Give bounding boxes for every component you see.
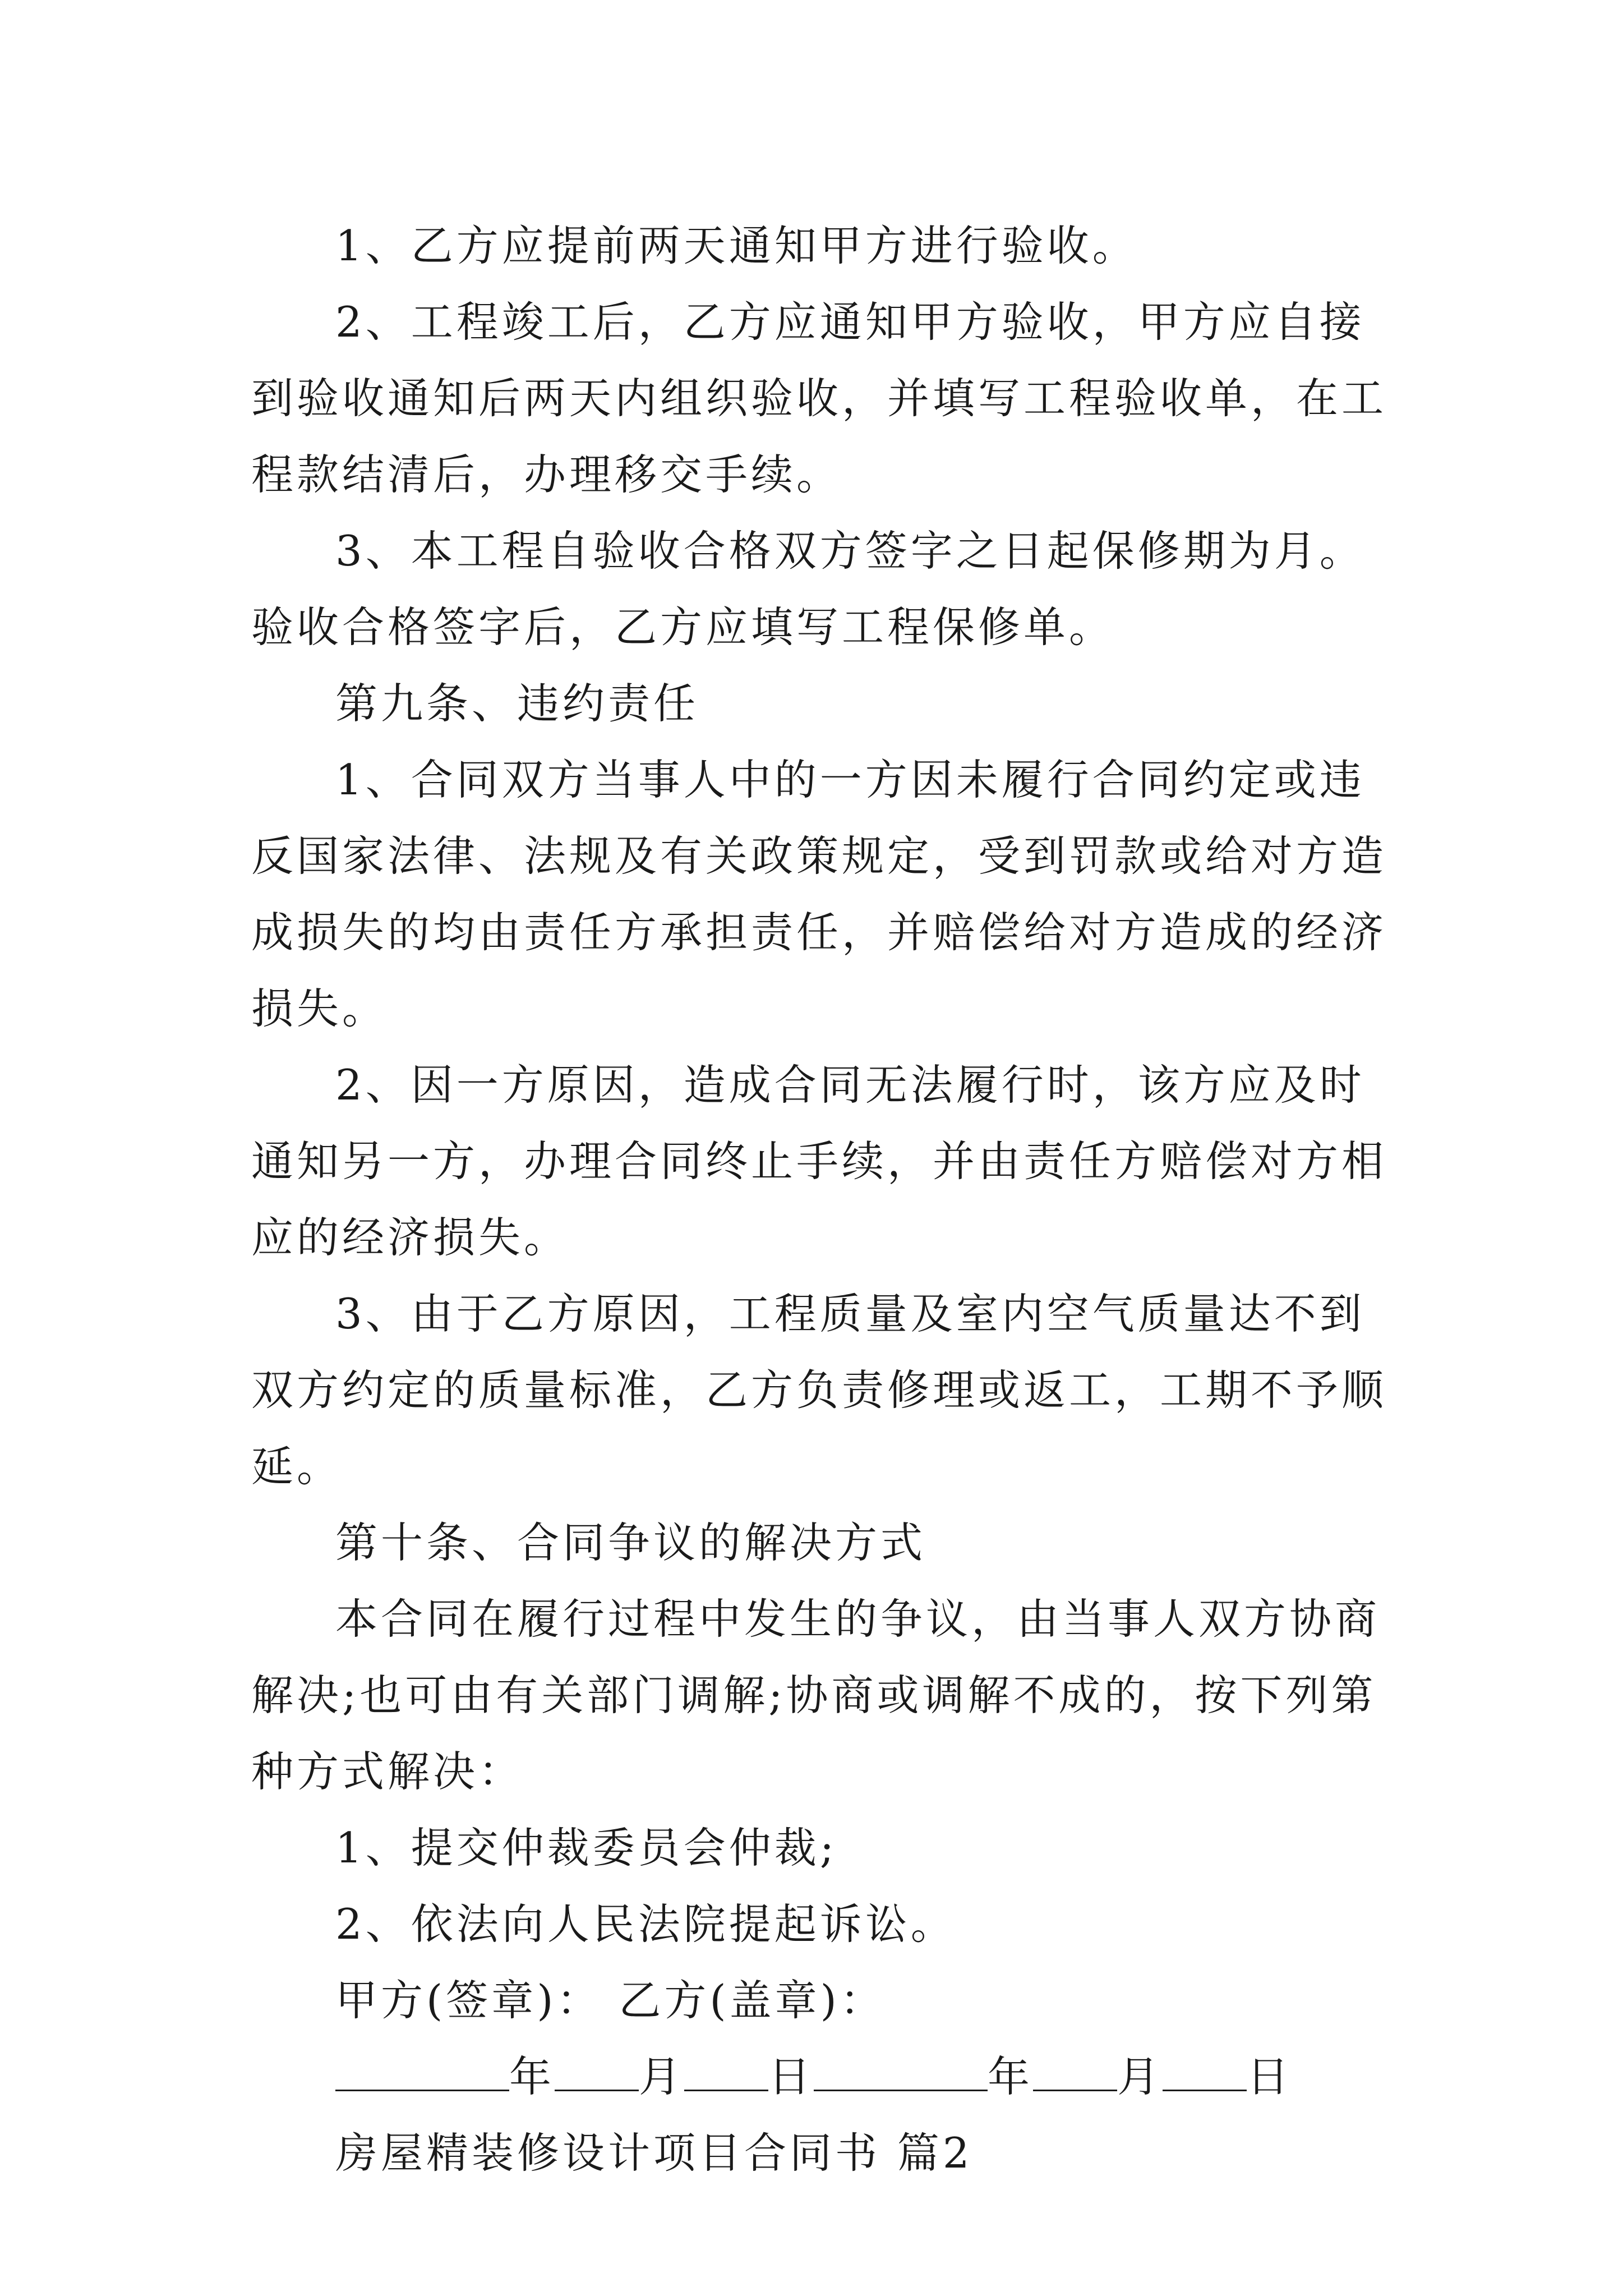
year-label-b: 年 bbox=[988, 2052, 1034, 2101]
blank-month-b bbox=[1033, 2056, 1117, 2091]
blank-month-a bbox=[555, 2056, 639, 2091]
clause-quality-standard: 3、由于乙方原因，工程质量及室内空气质量达不到双方约定的质量标准，乙方负责修理或返工，工期不予顺延。 bbox=[251, 1289, 1387, 1491]
blank-day-b bbox=[1163, 2056, 1247, 2091]
clause-breach-liability: 1、合同双方当事人中的一方因未履行合同约定或违反国家法律、法规及有关政策规定，受到罚款或给对方造成损失的均由责任方承担责任，并赔偿给对方造成的经济损失。 bbox=[251, 755, 1387, 1033]
document-body bbox=[251, 208, 1395, 2191]
clause-termination: 2、因一方原因，造成合同无法履行时，该方应及时通知另一方，办理合同终止手续，并由责任方赔偿对方相应的经济损失。 bbox=[251, 1060, 1387, 1262]
month-label-a: 月 bbox=[639, 2052, 685, 2101]
month-label-b: 月 bbox=[1117, 2052, 1163, 2101]
blank-day-a bbox=[684, 2056, 768, 2091]
blank-year-a bbox=[335, 2056, 509, 2091]
clause-acceptance-notice: 1、乙方应提前两天通知甲方进行验收。 bbox=[335, 221, 1138, 270]
article-nine-heading: 第九条、违约责任 bbox=[335, 679, 699, 728]
blank-year-b bbox=[814, 2056, 988, 2091]
clause-completion-acceptance: 2、工程竣工后，乙方应通知甲方验收，甲方应自接到验收通知后两天内组织验收，并填写工程验收单，在工程款结清后，办理移交手续。 bbox=[251, 297, 1387, 499]
next-contract-title: 房屋精装修设计项目合同书 篇2 bbox=[335, 2128, 973, 2178]
signature-parties: 甲方(签章)： 乙方(盖章)： bbox=[335, 1976, 886, 2025]
clause-dispute-resolution: 本合同在履行过程中发生的争议，由当事人双方协商解决;也可由有关部门调解;协商或调解不成的，按下列第种方式解决： bbox=[251, 1594, 1381, 1796]
day-label-b: 日 bbox=[1247, 2052, 1293, 2101]
article-ten-heading: 第十条、合同争议的解决方式 bbox=[335, 1518, 926, 1567]
day-label-a: 日 bbox=[768, 2052, 814, 2101]
year-label-a: 年 bbox=[509, 2052, 555, 2101]
option-arbitration: 1、提交仲裁委员会仲裁; bbox=[335, 1823, 837, 1872]
option-litigation: 2、依法向人民法院提起诉讼。 bbox=[335, 1899, 956, 1949]
signature-date-line bbox=[251, 2039, 1395, 2115]
clause-warranty-period: 3、本工程自验收合格双方签字之日起保修期为月。验收合格签字后，乙方应填写工程保修单。 bbox=[251, 526, 1365, 652]
